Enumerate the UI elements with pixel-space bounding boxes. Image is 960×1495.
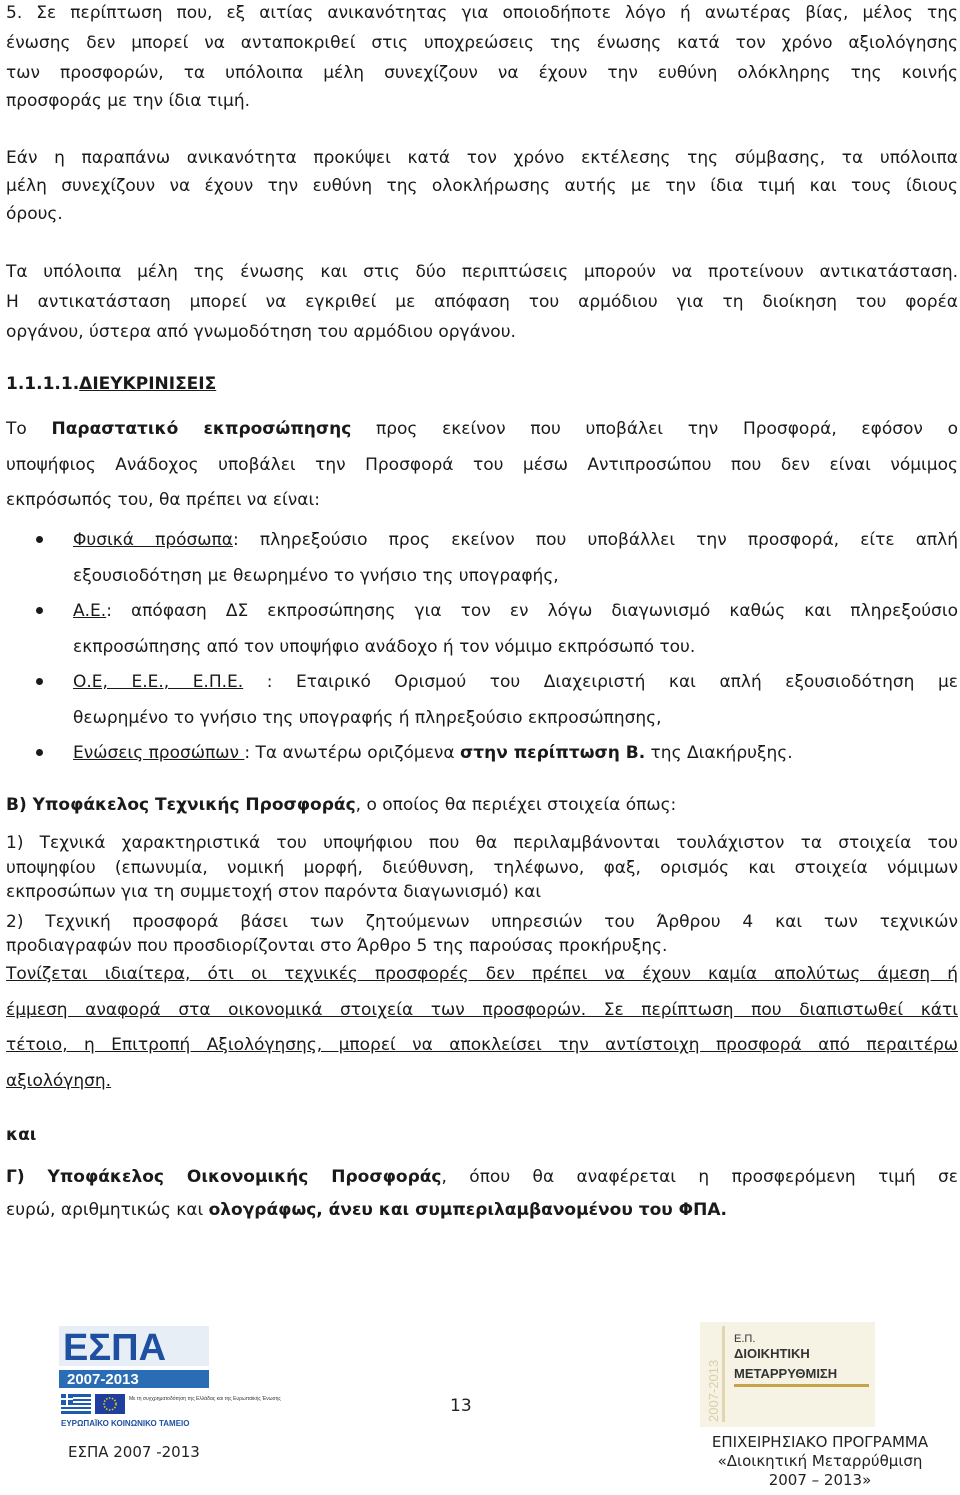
clarifications-line-2: υποψήφιος Ανάδοχος υποβάλει την Προσφορά του μέσω Αντιπροσώπου που δεν είναι νόμιμος [6, 455, 958, 475]
paragraph-execution-line-3: όρους. [6, 204, 63, 224]
technical-item-2-line-2: προδιαγραφών που προσδιορίζονται στο Άρθρο 5 της παρούσας προκήρυξης. [6, 936, 668, 956]
bullet-dot-icon [36, 749, 43, 756]
clarifications-line-3: εκπρόσωπός του, θα πρέπει να είναι: [6, 490, 320, 510]
section-number: 1.1.1.1. [6, 374, 80, 394]
paragraph-execution-line-2: μέλη συνεχίζουν να έχουν την ευθύνη της ολοκλήρωσης αυτής με την ίδια τιμή και τους ίδιους [6, 176, 958, 196]
financial-line-1: Γ) Υποφάκελος Οικονομικής Προσφοράς, όπου θα αναφέρεται η προσφερόμενη τιμή σε [6, 1167, 958, 1187]
espa-logo-title: ΕΣΠΑ [63, 1327, 167, 1369]
footer-program-title: ΕΠΙΧΕΙΡΗΣΙΑΚΟ ΠΡΟΓΡΑΜΜΑ [711, 1433, 929, 1451]
espa-logo-fund: ΕΥΡΩΠΑΪΚΟ ΚΟΙΝΩΝΙΚΟ ΤΑΜΕΙΟ [61, 1419, 190, 1428]
bullet-label: Ενώσεις προσώπων [73, 743, 245, 763]
footer-left-label: ΕΣΠΑ 2007 -2013 [68, 1443, 200, 1461]
technical-note-line-3: τέτοιο, η Επιτροπή Αξιολόγησης, μπορεί να αποκλείσει την αντίστοιχη προσφορά από περαιτέρω [6, 1035, 958, 1055]
technical-item-1-line-1: 1) Τεχνικά χαρακτηριστικά του υποψήφιου που θα περιλαμβάνονται τουλάχιστον τα στοιχεία του [6, 833, 958, 853]
espa-logo-graphic [55, 1320, 281, 1430]
paragraph-5-line-1: 5. Σε περίπτωση που, εξ αιτίας ανικανότητας για οποιοδήποτε λόγο ή ανωτέρας βίας, μέλος της [6, 3, 958, 23]
section-title: ΔΙΕΥΚΡΙΝΙΣΕΙΣ [79, 374, 217, 394]
paragraph-replacement-line-1: Τα υπόλοιπα μέλη της ένωσης και στις δύο περιπτώσεις μπορούν να προτείνουν αντικατάσταση. [6, 262, 958, 282]
technical-note-line-4: αξιολόγηση. [6, 1071, 112, 1091]
footer-program-name: «Διοικητική Μεταρρύθμιση [717, 1452, 923, 1470]
section-heading [6, 371, 958, 397]
footer-right-block [690, 1433, 950, 1490]
greek-flag-icon [61, 1394, 91, 1414]
admin-reform-logo-line-1: ΔΙΟΙΚΗΤΙΚΗ [734, 1346, 810, 1361]
espa-logo [55, 1320, 281, 1430]
espa-logo-slogan: Με τη συγχρηματοδότηση της Ελλάδας και της Ευρωπαϊκής Ένωσης [129, 1396, 281, 1402]
bullet-label: Φυσικά πρόσωπα [73, 530, 233, 550]
technical-item-1-line-3: εκπροσώπων για τη συμμετοχή στον παρόντα διαγωνισμό) και [6, 882, 542, 902]
bullet-dot-icon [36, 536, 43, 543]
paragraph-5-line-2: ένωσης δεν μπορεί να ανταποκριθεί στις υποχρεώσεις της ένωσης κατά τον χρόνο αξιολόγησης [6, 33, 958, 53]
technical-note-line-2: έμμεση αναφορά στα οικονομικά στοιχεία των προσφορών. Σε περίπτωση που διαπιστωθεί κάτι [6, 1000, 958, 1020]
representation-document-term: Παραστατικό εκπροσώπησης [51, 419, 352, 439]
admin-reform-logo-graphic [700, 1322, 875, 1427]
admin-reform-logo-ep: Ε.Π. [734, 1333, 756, 1345]
eu-flag-icon [95, 1394, 125, 1414]
technical-heading: Β) Υποφάκελος Τεχνικής Προσφοράς, ο οποίος θα περιέχει στοιχεία όπως: [6, 795, 677, 815]
and-connector: και [6, 1125, 37, 1145]
admin-reform-logo [700, 1322, 875, 1427]
footer-program-years: 2007 – 2013» [768, 1471, 872, 1489]
admin-reform-logo-vertical: 2007-2013 [706, 1359, 721, 1422]
technical-item-1-line-2: υποψηφίου (επωνυμία, νομική μορφή, διεύθυνση, τηλέφωνο, φαξ, ορισμός και στοιχεία νόμιμων [6, 858, 958, 878]
paragraph-replacement-line-3: οργάνου, ύστερα από γνωμοδότηση του αρμόδιου οργάνου. [6, 322, 516, 342]
technical-item-2-line-1: 2) Τεχνική προσφορά βάσει των ζητούμενων υπηρεσιών του Άρθρου 4 και των τεχνικών [6, 912, 958, 932]
paragraph-5-line-3: των προσφορών, τα υπόλοιπα μέλη συνεχίζουν να έχουν την ευθύνη ολόκληρης της κοινής [6, 63, 958, 83]
paragraph-execution-line-1: Εάν η παραπάνω ανικανότητα προκύψει κατά τον χρόνο εκτέλεσης της σύμβασης, τα υπόλοιπα [6, 148, 958, 168]
bullet-dot-icon [36, 607, 43, 614]
espa-logo-years: 2007-2013 [67, 1371, 139, 1388]
clarifications-line-1: Το Παραστατικό εκπροσώπησης προς εκείνον που υποβάλει την Προσφορά, εφόσον ο [6, 419, 958, 439]
bullet-label: Α.Ε. [73, 601, 107, 621]
financial-line-2: ευρώ, αριθμητικώς και ολογράφως, άνευ και συμπεριλαμβανομένου του ΦΠΑ. [6, 1200, 727, 1220]
paragraph-replacement-line-2: Η αντικατάσταση μπορεί να εγκριθεί με απόφαση του αρμόδιου για τη διοίκηση του φορέα [6, 292, 958, 312]
page-number: 13 [450, 1396, 472, 1416]
technical-note-line-1: Τονίζεται ιδιαίτερα, ότι οι τεχνικές προσφορές δεν πρέπει να έχουν καμία απολύτως άμεση ή [6, 964, 958, 984]
bullet-dot-icon [36, 678, 43, 685]
paragraph-5-line-4: προσφοράς με την ίδια τιμή. [6, 91, 251, 111]
admin-reform-logo-line-2: ΜΕΤΑΡΡΥΘΜΙΣΗ [734, 1366, 838, 1381]
bullet-label: Ο.Ε, Ε.Ε., Ε.Π.Ε. [73, 672, 244, 692]
